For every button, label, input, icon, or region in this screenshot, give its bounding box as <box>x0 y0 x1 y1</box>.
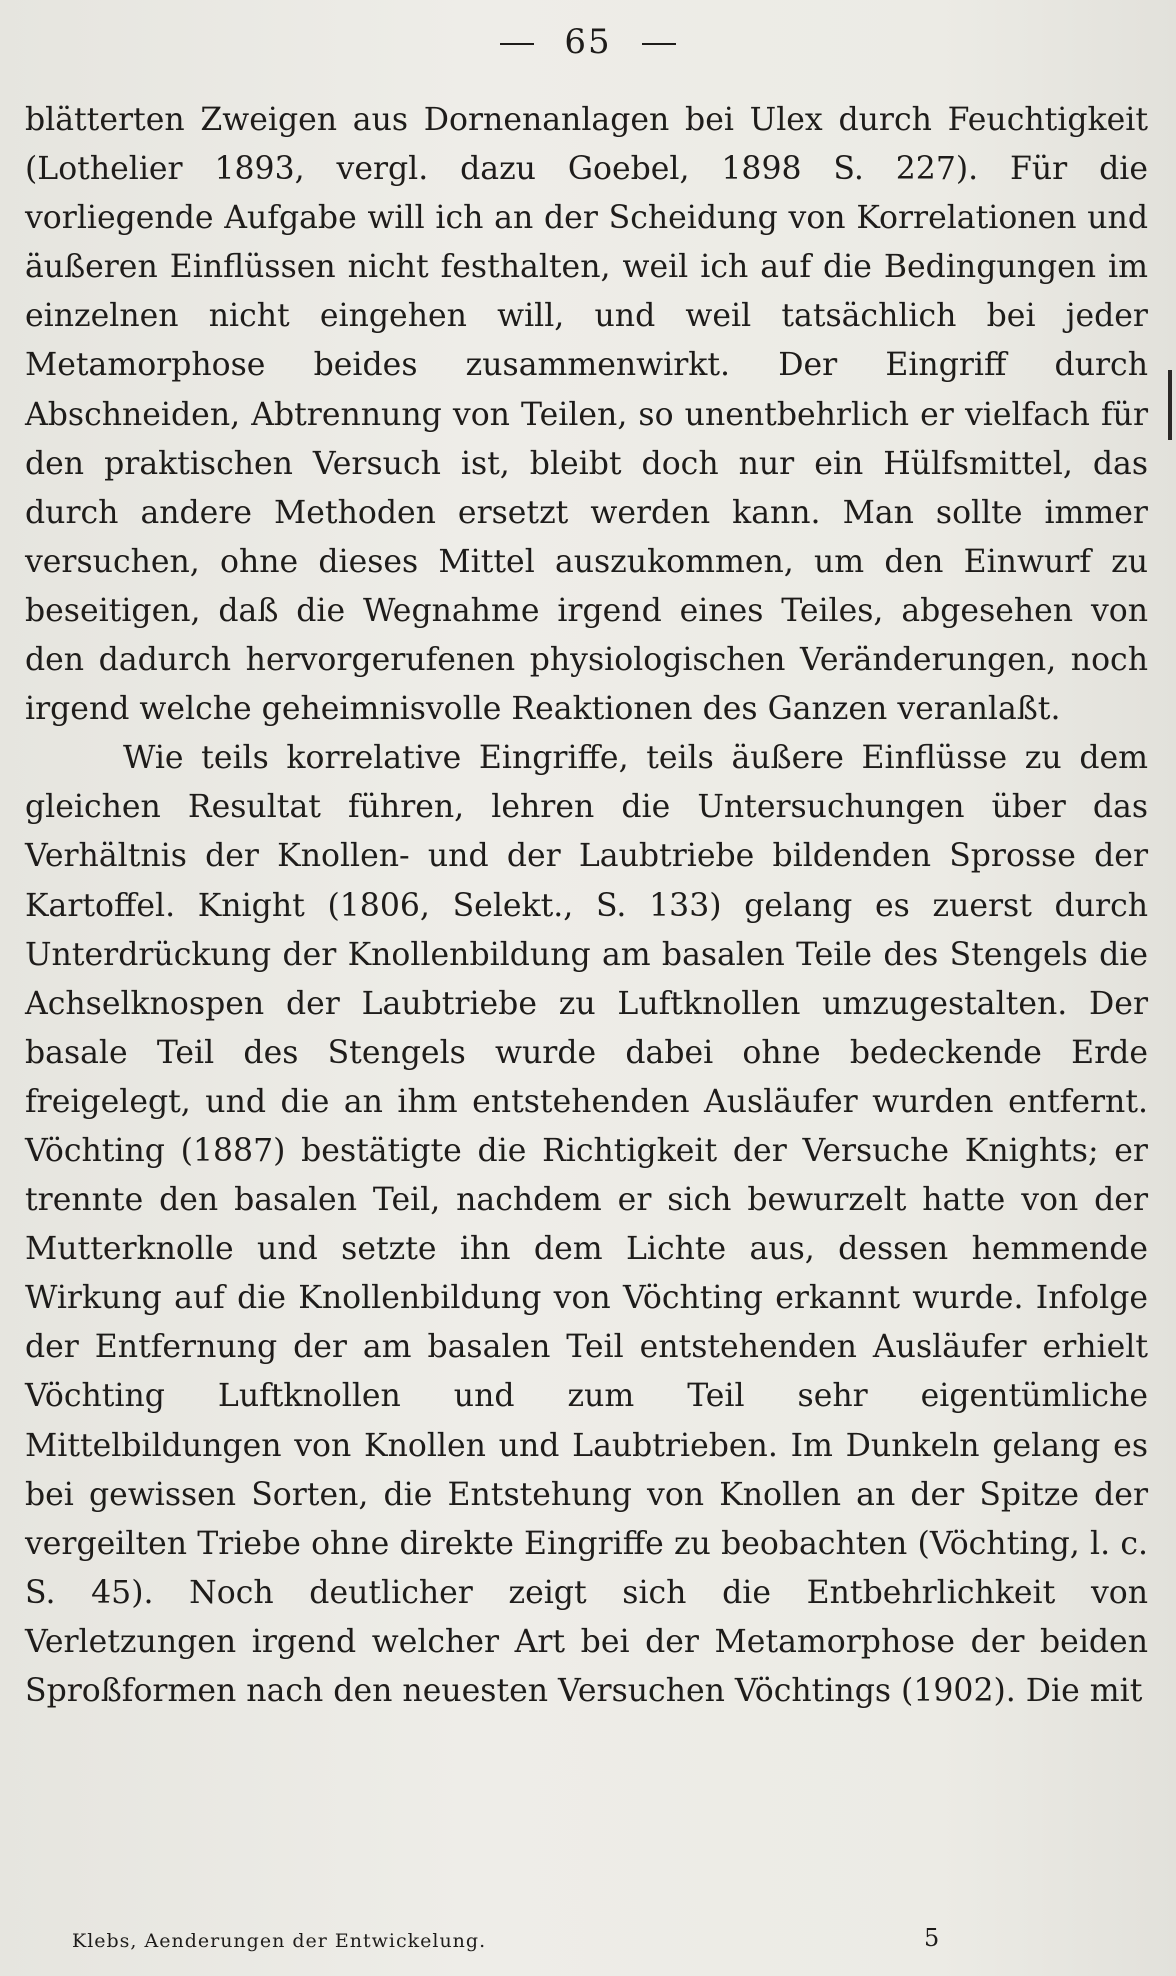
header-dash-right <box>642 43 676 45</box>
signature-mark: 5 <box>924 1924 940 1952</box>
page-edge-mark <box>1168 370 1172 440</box>
header-dash-left <box>500 43 534 45</box>
paragraph-2: Wie teils korrelative Eingriffe, teils äußere Einflüsse zu dem gleichen Resultat führen, lehren die Untersuchungen über das Verhältnis der Knollen- und der Laubtriebe bildenden Sprosse der Kartoffel. Knight (1806, Selekt., S. 133) gelang es zuerst durch Unterdrückung der Knollenbildung am basalen Teile des Stengels die Achselknospen der Laubtriebe zu Luftknollen umzugestalten. Der basale Teil des Stengels wurde dabei ohne bedeckende Erde freigelegt, und die an ihm entstehenden Ausläufer wurden entfernt. Vöchting (1887) bestätigte die Richtigkeit der Versuche Knights; er trennte den basalen Teil, nachdem er sich bewurzelt hatte von der Mutterknolle und setzte ihn dem Lichte aus, dessen hemmende Wirkung auf die Knollenbildung von Vöchting erkannt wurde. Infolge der Entfernung der am basalen Teil entstehenden Ausläufer erhielt Vöchting Luftknollen und zum Teil sehr eigentümliche Mittelbildungen von Knollen und Laubtrieben. Im Dunkeln gelang es bei gewissen Sorten, die Entstehung von Knollen an der Spitze der vergeilten Triebe ohne direkte Eingriffe zu beobachten (Vöchting, l. c. S. 45). Noch deutlicher zeigt sich die Entbehrlichkeit von Verletzungen irgend welcher Art bei der Metamorphose der beiden Sproßformen nach den neuesten Versuchen Vöchtings (1902). Die mit <box>25 740 1148 1709</box>
body-text <box>25 96 1148 1716</box>
page-header <box>0 22 1176 62</box>
page-footer <box>0 1924 1176 1958</box>
page-number: 65 <box>564 22 612 62</box>
footer-citation: Klebs, Aenderungen der Entwickelung. <box>72 1930 487 1952</box>
paragraph-1: blätterten Zweigen aus Dornenanlagen bei Ulex durch Feuchtigkeit (Lothelier 1893, vergl. dazu Goebel, 1898 S. 227). Für die vorliegende Aufgabe will ich an der Scheidung von Korrelationen und äußeren Einflüssen nicht festhalten, weil ich auf die Bedingungen im einzelnen nicht eingehen will, und weil tatsächlich bei jeder Metamorphose beides zusammenwirkt. Der Eingriff durch Abschneiden, Abtrennung von Teilen, so unentbehrlich er vielfach für den praktischen Versuch ist, bleibt doch nur ein Hülfsmittel, das durch andere Methoden ersetzt werden kann. Man sollte immer versuchen, ohne dieses Mittel auszukommen, um den Einwurf zu beseitigen, daß die Wegnahme irgend eines Teiles, abgesehen von den dadurch hervorgerufenen physiologischen Veränderungen, noch irgend welche geheimnisvolle Reaktionen des Ganzen veranlaßt. <box>25 102 1148 728</box>
